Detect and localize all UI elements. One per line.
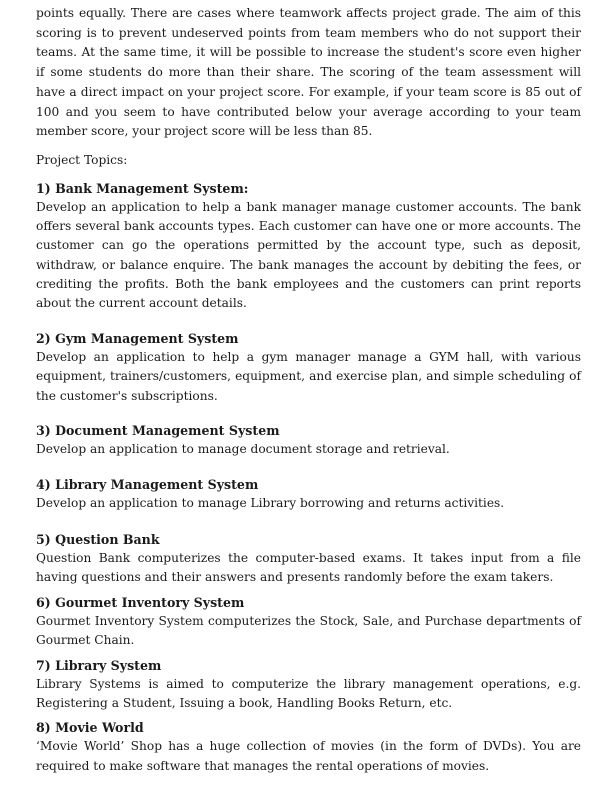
topic-description: Develop an application to manage document storage and retrieval. xyxy=(36,441,450,456)
topic-title: 6) Gourmet Inventory System xyxy=(36,594,245,610)
topic-library-system xyxy=(36,657,581,713)
topic-description: Library Systems is aimed to computerize the library management operations, e.g. Registering a Student, Issuing a book, Handling Books Return, etc. xyxy=(36,676,581,711)
intro-paragraph: points equally. There are cases where teamwork affects project grade. The aim of this scoring is to prevent undeserved points from team members who do not support their teams. At the same time, it will be possible to increase the student's score even higher if some students do more than their share. The scoring of the team assessment will have a direct impact on your project score. For example, if your team score is 85 out of 100 and you seem to have contributed below your average according to your team member score, your project score will be less than 85. xyxy=(36,6,581,139)
topic-title: 2) Gym Management System xyxy=(36,331,239,347)
topic-description: Gourmet Inventory System computerizes the Stock, Sale, and Purchase departments of Gourmet Chain. xyxy=(36,613,581,647)
topic-gourmet-inventory-system xyxy=(36,594,581,650)
topic-description: Develop an application to help a gym manager manage a GYM hall, with various equipment, trainers/customers, equipment, and exercise plan, and simple scheduling of the customer's subscriptions. xyxy=(36,350,581,403)
topic-title: 8) Movie World xyxy=(36,720,144,736)
document-page xyxy=(36,4,581,776)
topic-library-management-system xyxy=(36,476,581,513)
topic-description: Develop an application to help a bank manager manage customer accounts. The bank offers several bank accounts types. Each customer can have one or more accounts. The customer can go the operations permitted by the account type, such as deposit, withdraw, or balance enquire. The bank manages the account by debiting the fees, or crediting the profits. Both the bank employees and the customers can print reports about the current account details. xyxy=(36,199,581,310)
project-topics-label: Project Topics: xyxy=(36,152,128,167)
topic-gym-management-system xyxy=(36,330,581,406)
topic-bank-management-system xyxy=(36,180,581,313)
topic-title: 1) Bank Management System: xyxy=(36,180,249,196)
topic-title: 5) Question Bank xyxy=(36,532,160,548)
topic-description: Question Bank computerizes the computer-based exams. It takes input from a file having questions and their answers and presents randomly before the exam takers. xyxy=(36,551,581,585)
topic-movie-world xyxy=(36,719,581,775)
topic-description: Develop an application to manage Library borrowing and returns activities. xyxy=(36,495,505,510)
topic-title: 7) Library System xyxy=(36,657,162,673)
topic-title: 3) Document Management System xyxy=(36,422,280,438)
topic-document-management-system xyxy=(36,422,581,459)
topic-question-bank xyxy=(36,531,581,587)
topic-title: 4) Library Management System xyxy=(36,476,259,492)
topic-description: ‘Movie World’ Shop has a huge collection of movies (in the form of DVDs). You are required to make software that manages the rental operations of movies. xyxy=(36,739,581,773)
